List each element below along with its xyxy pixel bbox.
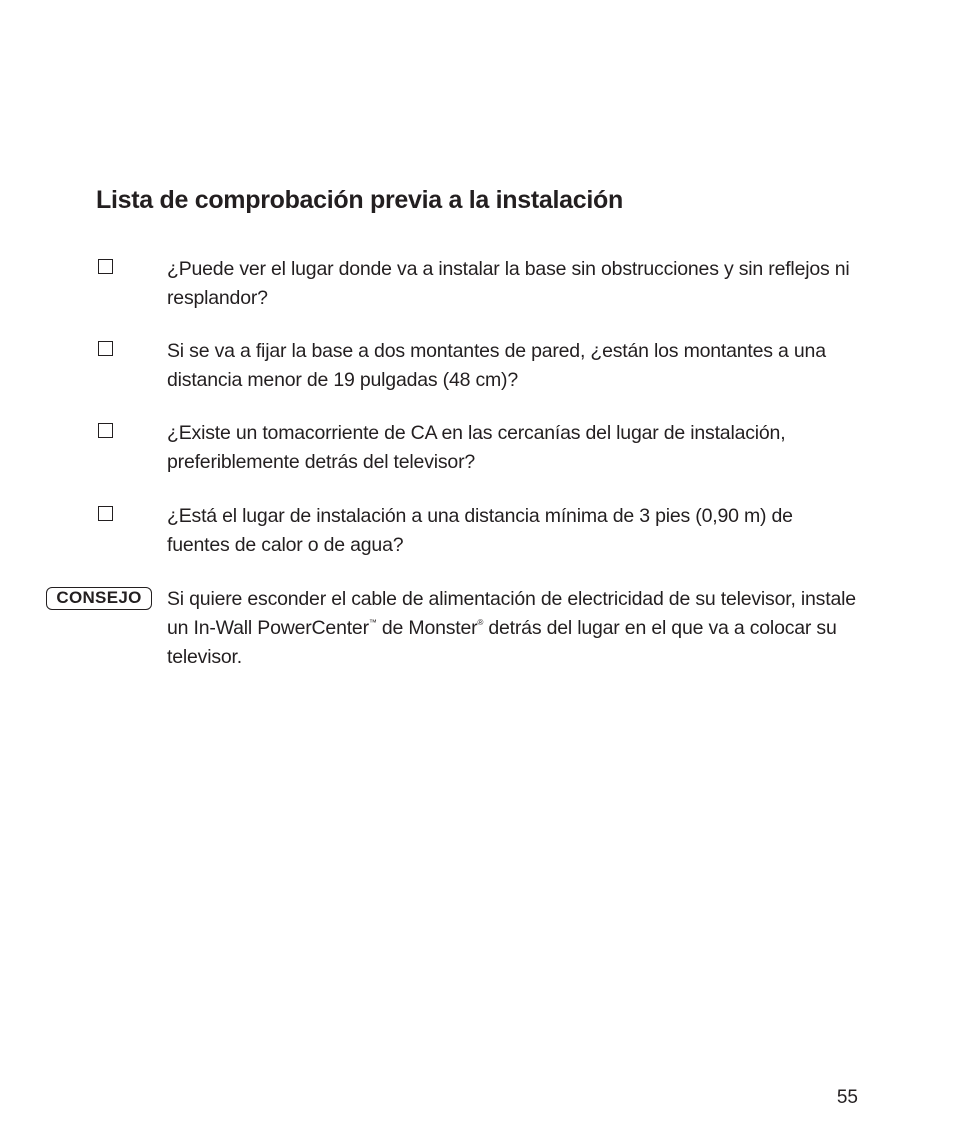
checklist-item-text: Si se va a fijar la base a dos montantes de pared, ¿están los montantes a una distancia menor de 19 pulgadas (48 cm)? bbox=[167, 340, 826, 391]
checkbox[interactable] bbox=[98, 341, 113, 356]
page-title: Lista de comprobación previa a la instalación bbox=[96, 186, 623, 214]
checkbox[interactable] bbox=[98, 423, 113, 438]
page-number: 55 bbox=[836, 1087, 858, 1108]
registered-symbol: ® bbox=[477, 618, 484, 627]
checklist-item-text: ¿Existe un tomacorriente de CA en las cercanías del lugar de instalación, preferiblemente detrás del televisor? bbox=[167, 422, 786, 473]
tip-text-part: detrás del lugar en el que va a colocar su televisor. bbox=[167, 617, 837, 668]
tip-text-part: de Monster bbox=[376, 617, 478, 639]
tip-text-part: Si quiere esconder el cable de alimentación de electricidad de su televisor, instale un In-Wall PowerCenter bbox=[167, 588, 856, 639]
checkbox[interactable] bbox=[98, 259, 113, 274]
tip-text bbox=[167, 585, 867, 672]
checklist-item-text: ¿Puede ver el lugar donde va a instalar la base sin obstrucciones y sin reflejos ni resplandor? bbox=[167, 258, 850, 309]
trademark-symbol: ™ bbox=[368, 618, 377, 627]
checklist-item-text: ¿Está el lugar de instalación a una distancia mínima de 3 pies (0,90 m) de fuentes de calor o de agua? bbox=[167, 505, 793, 556]
checkbox[interactable] bbox=[98, 506, 113, 521]
tip-badge: CONSEJO bbox=[46, 587, 152, 610]
